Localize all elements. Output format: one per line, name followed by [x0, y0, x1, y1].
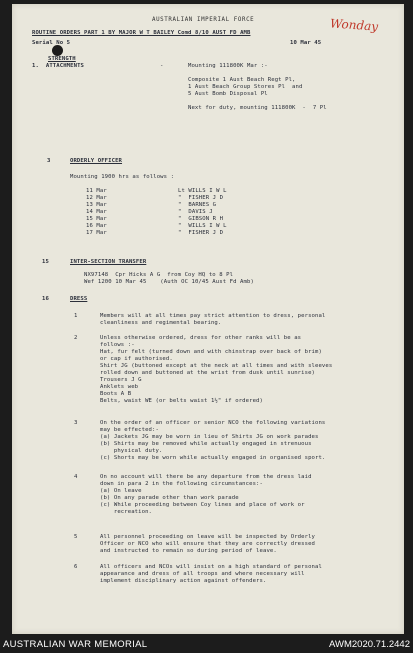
paragraph-line: rolled down and buttoned at the wrist from dusk until sunrise)	[100, 370, 315, 376]
roster-name: " FISHER J D	[178, 195, 224, 201]
section-number: 3	[47, 158, 51, 164]
roster-name: " BARNES G	[178, 202, 217, 208]
classification-heading: AUSTRALIAN IMPERIAL FORCE	[152, 17, 255, 23]
serial-number: Serial No 5	[32, 40, 71, 46]
footer-institution: AUSTRALIAN WAR MEMORIAL	[3, 639, 148, 650]
body-line: NX97148 Cpr Hicks A G from Coy HQ to 8 Pl	[84, 272, 234, 278]
paragraph-line: and instructed to remain so during period of leave.	[100, 548, 277, 554]
paragraph-line: (c) While proceeding between Coy lines and place of work or	[100, 502, 305, 508]
body-line: Next for duty, mounting 111800K - 7 Pl	[188, 105, 327, 111]
roster-date: 13 Mar	[86, 202, 107, 208]
paragraph-line: Unless otherwise ordered, dress for other ranks will be as	[100, 335, 302, 341]
body-line: Wef 1200 10 Mar 45 (Auth OC 10/45 Aust Fd Amb)	[84, 279, 254, 285]
roster-date: 16 Mar	[86, 223, 107, 229]
roster-name: " FISHER J D	[178, 230, 224, 236]
paragraph-line: (b) On any parade other than work parade	[100, 495, 239, 501]
roster-date: 11 Mar	[86, 188, 107, 194]
paragraph-line: down in para 2 in the following circumstances:-	[100, 481, 263, 487]
paragraph-line: physical duty.	[100, 448, 163, 454]
roster-name: " WILLS I W L	[178, 223, 227, 229]
paragraph-line: (c) Shorts may be worn while actually engaged in organised sport.	[100, 455, 326, 461]
body-line: Mounting 111800K Mar :-	[188, 63, 268, 69]
subsection-heading: 1. ATTACHMENTS	[32, 63, 85, 69]
body-line: 5 Aust Bomb Disposal Pl	[188, 91, 268, 97]
paragraph-line: On no account will there be any departure from the dress laid	[100, 474, 312, 480]
roster-date: 15 Mar	[86, 216, 107, 222]
document-page	[12, 4, 404, 634]
paragraph-number: 5	[74, 534, 78, 540]
body-line: Mounting 1900 hrs as follows :	[70, 174, 175, 180]
roster-date: 17 Mar	[86, 230, 107, 236]
footer-accession-number: AWM2020.71.2442	[329, 639, 410, 650]
paragraph-line: may be effected:-	[100, 427, 159, 433]
paragraph-line: (a) Jackets JG may be worn in lieu of Shirts JG on work parades	[100, 434, 319, 440]
section-heading: STRENGTH	[48, 56, 76, 62]
paragraph-line: follows :-	[100, 342, 135, 348]
paragraph-number: 6	[74, 564, 78, 570]
section-number: 16	[42, 296, 49, 302]
body-line: Composite 1 Aust Beach Regt Pl,	[188, 77, 296, 83]
paragraph-line: Trousers J G	[100, 377, 142, 383]
section-heading: DRESS	[70, 296, 88, 302]
paragraph-line: (a) On leave	[100, 488, 142, 494]
paragraph-line: (b) Shirts may be removed while actually engaged in strenuous	[100, 441, 312, 447]
paragraph-line: On the order of an officer or senior NCO the following variations	[100, 420, 326, 426]
section-heading: ORDERLY OFFICER	[70, 158, 123, 164]
paragraph-line: Belts, waist WE (or belts waist 1½" if ordered)	[100, 398, 263, 404]
paragraph-number: 1	[74, 313, 78, 319]
paragraph-line: implement disciplinary action against offenders.	[100, 578, 267, 584]
paragraph-line: cleanliness and regimental bearing.	[100, 320, 222, 326]
roster-name: Lt WILLS I W L	[178, 188, 227, 194]
paragraph-line: Members will at all times pay strict attention to dress, personal	[100, 313, 326, 319]
roster-name: " DAVIS J	[178, 209, 213, 215]
paragraph-line: Shirt JG (buttoned except at the neck at all times and with sleeves	[100, 363, 333, 369]
archive-footer	[0, 634, 413, 653]
paragraph-number: 2	[74, 335, 78, 341]
document-date: 10 Mar 45	[290, 40, 322, 46]
roster-name: " GIBSON R H	[178, 216, 224, 222]
paragraph-line: Hat, fur felt (turned down and with chinstrap over back of brim)	[100, 349, 322, 355]
section-heading: INTER-SECTION TRANSFER	[70, 259, 147, 265]
paragraph-line: Boots A B	[100, 391, 132, 397]
paragraph-number: 3	[74, 420, 78, 426]
paragraph-number: 4	[74, 474, 78, 480]
body-line: 1 Aust Beach Group Stores Pl and	[188, 84, 303, 90]
paragraph-line: All officers and NCOs will insist on a high standard of personal	[100, 564, 322, 570]
roster-date: 14 Mar	[86, 209, 107, 215]
section-number: 15	[42, 259, 49, 265]
handwritten-annotation: Wonday	[329, 16, 379, 34]
document-title: ROUTINE ORDERS PART 1 BY MAJOR W T BAILEY Comd 8/10 AUST FD AMB	[32, 30, 251, 36]
paragraph-line: Anklets web	[100, 384, 139, 390]
paragraph-line: Officer or NCO who will ensure that they are correctly dressed	[100, 541, 315, 547]
paragraph-line: All personnel proceeding on leave will be inspected by Orderly	[100, 534, 315, 540]
paragraph-line: appearance and dress of all troops and where necessary will	[100, 571, 305, 577]
roster-date: 12 Mar	[86, 195, 107, 201]
dash-separator: -	[160, 63, 164, 69]
paragraph-line: or cap if authorised.	[100, 356, 173, 362]
paragraph-line: recreation.	[100, 509, 153, 515]
